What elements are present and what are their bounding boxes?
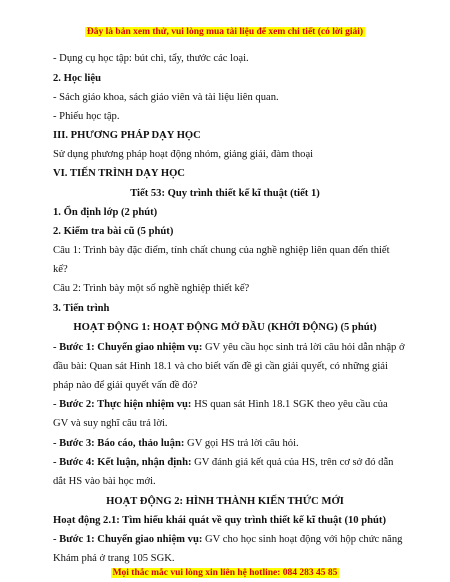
materials-heading: 2. Học liệu (53, 73, 101, 84)
step-2-text: HS quan sát Hình 18.1 SGK theo yêu cầu của (191, 399, 388, 410)
question-1-line-1: Câu 1: Trình bày đặc điểm, tính chất chung của nghề nghiệp liên quan đến thiết (53, 245, 390, 256)
step-2-label: - Bước 2: Thực hiện nhiệm vụ: (53, 399, 192, 410)
activity-2-step-1-label: - Bước 1: Chuyển giao nhiệm vụ: (53, 534, 203, 545)
step-3-text: GV gọi HS trả lời câu hỏi. (184, 438, 299, 449)
method-heading: III. PHƯƠNG PHÁP DẠY HỌC (53, 130, 201, 141)
activity-2-title: HOẠT ĐỘNG 2: HÌNH THÀNH KIẾN THỨC MỚI (106, 496, 344, 507)
worksheet-line: - Phiếu học tập. (53, 111, 120, 122)
activity-2-1-step-1-line-2: Khám phá ở trang 105 SGK. (53, 553, 175, 564)
process-heading: VI. TIẾN TRÌNH DẠY HỌC (53, 168, 185, 179)
activity-1-step-1-line-3: pháp nào để giải quyết vấn đề đó? (53, 380, 198, 391)
method-line: Sử dụng phương pháp hoạt động nhóm, giảng giải, đàm thoại (53, 149, 314, 160)
activity-1-step-1-line-2: đầu bài: Quan sát Hình 18.1 và cho biết vấn đề gì cần giải quyết, có những giải (53, 361, 388, 372)
activity-2-step-1-text: GV cho học sinh hoạt động với hộp chức năng (202, 534, 403, 545)
activity-1-step-2-line-2: GV và suy nghĩ câu trả lời. (53, 418, 168, 429)
activity-1-step-4-line-2: dắt HS vào bài học mới. (53, 476, 156, 487)
activity-1-step-3 (53, 437, 403, 450)
question-2-line: Câu 2: Trình bày một số nghề nghiệp thiết kế? (53, 283, 250, 294)
activity-1-step-2 (53, 398, 403, 411)
class-stabilize-heading: 1. Ổn định lớp (2 phút) (53, 207, 158, 218)
step-1-label: - Bước 1: Chuyển giao nhiệm vụ: (53, 342, 203, 353)
tools-line: - Dụng cụ học tập: bút chì, tẩy, thước các loại. (53, 53, 249, 64)
procedure-heading: 3. Tiến trình (53, 303, 110, 314)
step-4-text: GV đánh giá kết quả của HS, trên cơ sở đó dẫn (191, 457, 394, 468)
question-1-line-2: kế? (53, 264, 68, 275)
top-preview-banner-text: Đây là bản xem thử, vui lòng mua tài liệu để xem chi tiết (có lời giải) (86, 27, 364, 37)
bottom-hotline-banner-text: Mọi thắc mắc vui lòng xin liên hệ hotline: 084 283 45 85 (112, 568, 338, 578)
activity-2-1-step-1 (53, 533, 403, 546)
homework-check-heading: 2. Kiểm tra bài cũ (5 phút) (53, 226, 174, 237)
activity-1-title: HOẠT ĐỘNG 1: HOẠT ĐỘNG MỞ ĐẦU (KHỞI ĐỘNG) (5 phút) (73, 322, 377, 333)
bottom-hotline-banner (0, 568, 450, 578)
step-4-label: - Bước 4: Kết luận, nhận định: (53, 457, 192, 468)
top-preview-banner (0, 27, 450, 37)
activity-1-step-1 (53, 341, 403, 354)
step-3-label: - Bước 3: Báo cáo, thảo luận: (53, 438, 185, 449)
activity-2-1-heading: Hoạt động 2.1: Tìm hiểu khái quát về quy trình thiết kế kĩ thuật (10 phút) (53, 515, 386, 526)
lesson-title: Tiết 53: Quy trình thiết kế kĩ thuật (tiết 1) (130, 188, 320, 199)
activity-1-step-4 (53, 456, 403, 469)
step-1-text: GV yêu cầu học sinh trả lời câu hỏi dẫn nhập ở (202, 342, 405, 353)
textbook-line: - Sách giáo khoa, sách giáo viên và tài liệu liên quan. (53, 92, 279, 103)
